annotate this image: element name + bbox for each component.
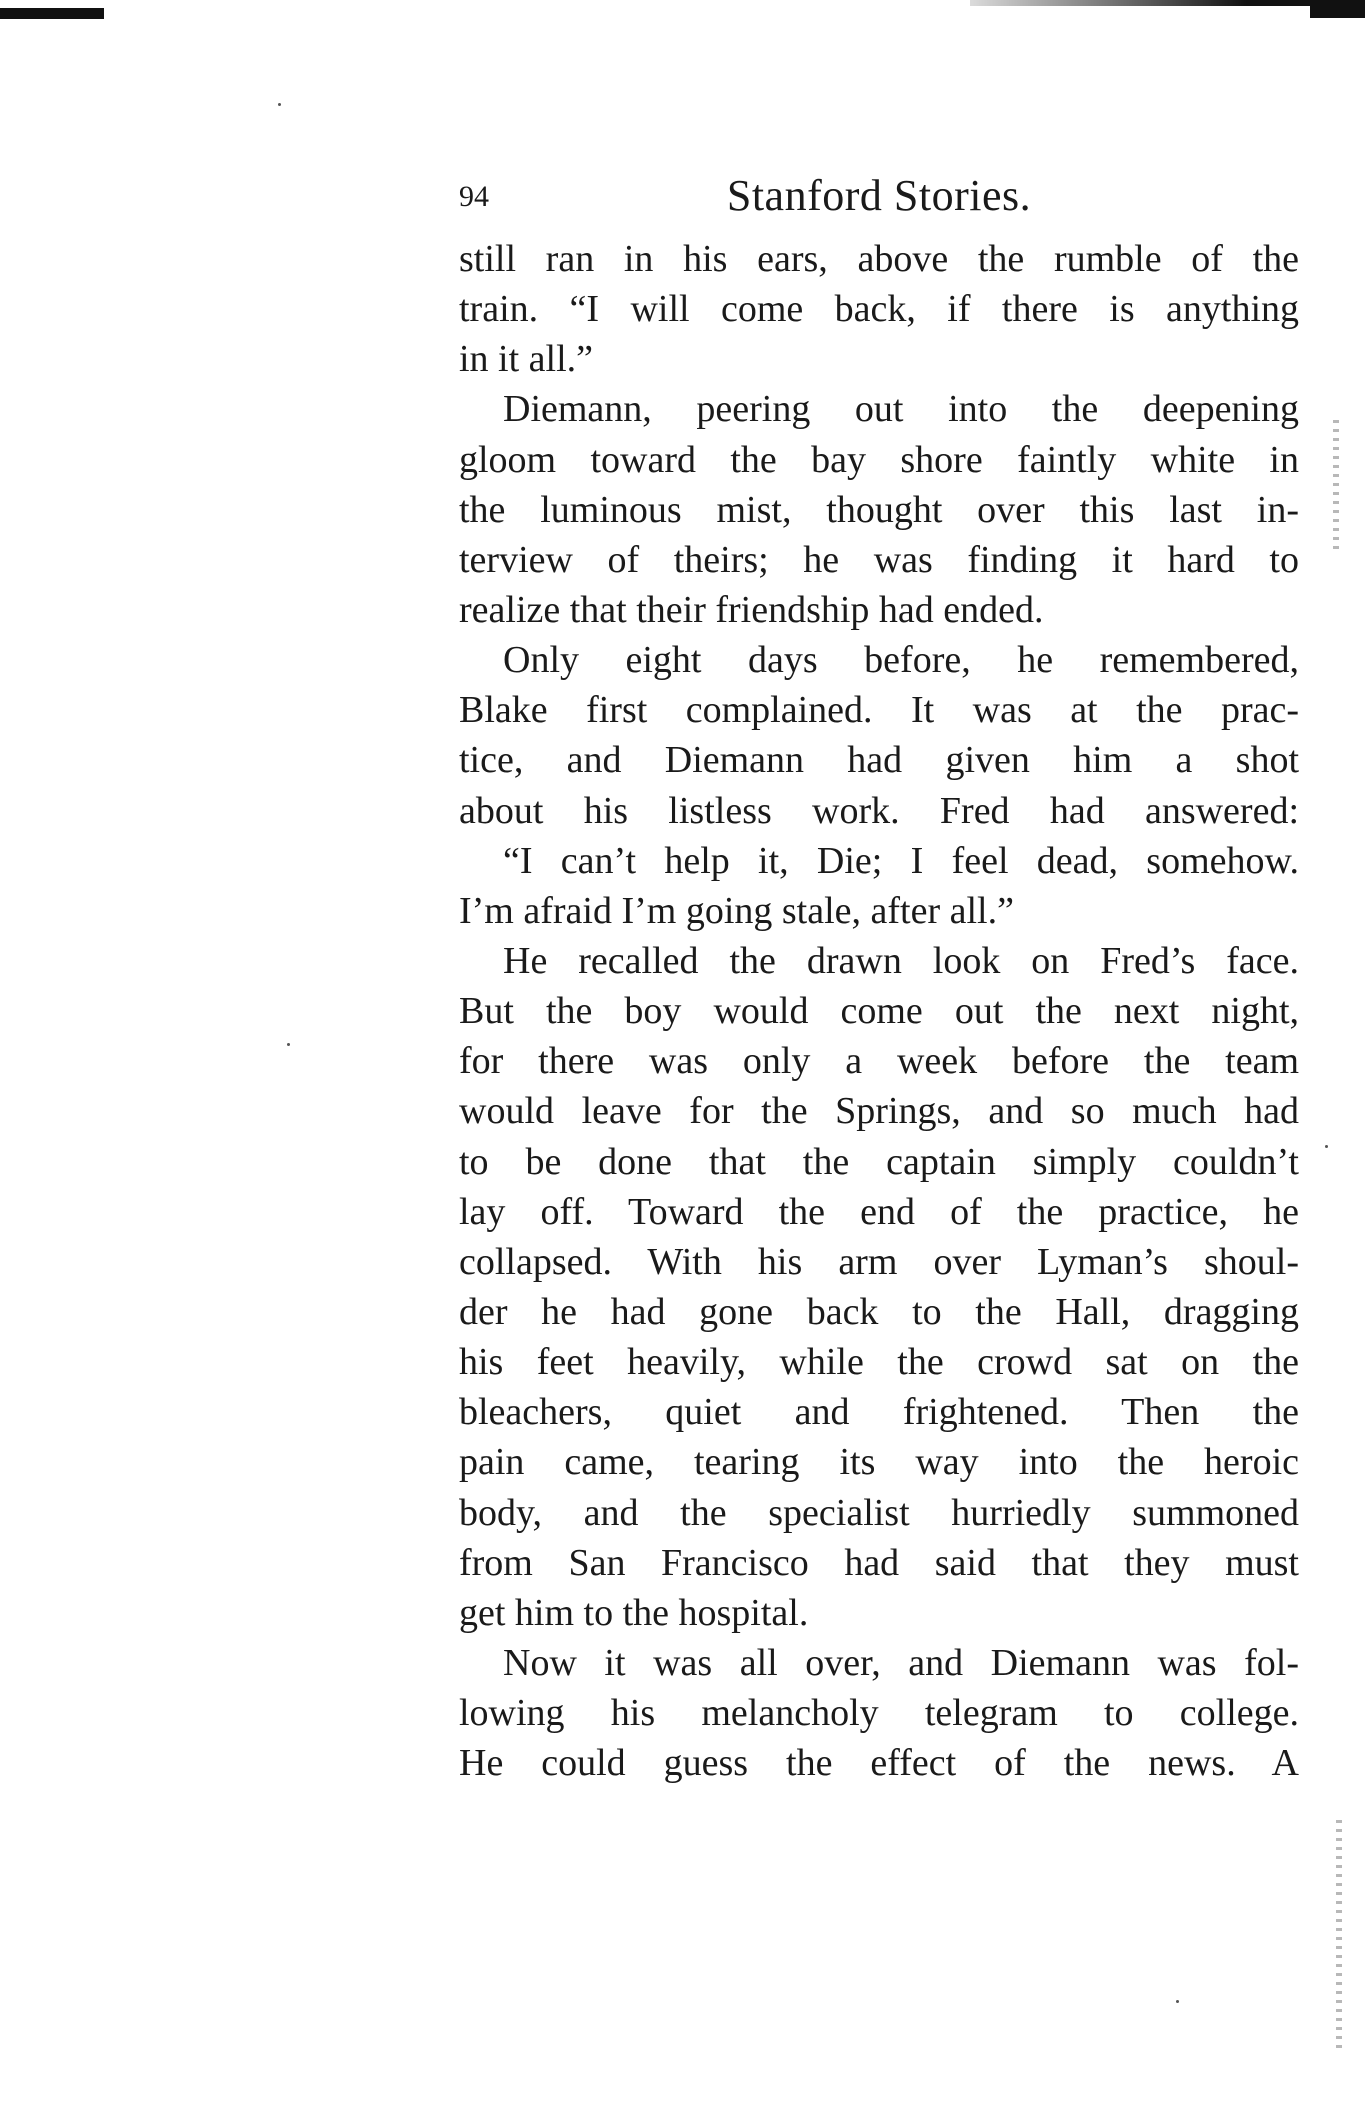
text-line: terview of theirs; he was finding it hard to [459,538,1299,581]
text-line: realize that their friendship had ended. [459,588,1044,631]
text-line: But the boy would come out the next night, [459,990,1299,1033]
text-line: He recalled the drawn look on Fred’s face. [503,939,1299,982]
running-head [459,170,1299,230]
text-line: gloom toward the bay shore faintly white in [459,438,1299,481]
text-line: in it all.” [459,338,594,381]
text-line: der he had gone back to the Hall, dragging [459,1290,1299,1333]
text-line: body, and the specialist hurriedly summoned [459,1491,1299,1534]
text-line: He could guess the effect of the news. A [459,1742,1299,1785]
text-line: his feet heavily, while the crowd sat on the [459,1341,1299,1384]
text-line: for there was only a week before the team [459,1040,1299,1083]
text-line: to be done that the captain simply couldn’t [459,1140,1299,1183]
text-line: bleachers, quiet and frightened. Then the [459,1391,1299,1434]
text-line: still ran in his ears, above the rumble of the [459,238,1299,280]
scan-edge-noise [1333,420,1339,550]
text-line: collapsed. With his arm over Lyman’s shoul- [459,1240,1299,1283]
scan-speck [1176,2000,1179,2003]
text-line: “I can’t help it, Die; I feel dead, somehow. [503,839,1299,882]
scan-edge-mark [970,0,1365,6]
text-line: get him to the hospital. [459,1591,809,1634]
page-number: 94 [459,180,489,213]
text-line: pain came, tearing its way into the heroic [459,1441,1299,1484]
scan-speck [278,103,281,106]
running-title: Stanford Stories. [726,171,1032,220]
text-line: would leave for the Springs, and so much had [459,1090,1299,1133]
text-line: tice, and Diemann had given him a shot [459,739,1299,782]
scan-edge-mark [1310,0,1365,18]
text-line: about his listless work. Fred had answered: [459,789,1299,832]
text-line: Blake first complained. It was at the prac- [459,689,1299,732]
text-line: from San Francisco had said that they must [459,1541,1299,1584]
scan-speck [287,1043,290,1046]
body-text [459,234,1299,1788]
scan-edge-mark [0,8,104,19]
text-line: lay off. Toward the end of the practice, he [459,1190,1299,1233]
scan-speck [1325,1145,1328,1148]
text-line: Now it was all over, and Diemann was fol- [503,1641,1299,1684]
text-line: Diemann, peering out into the deepening [503,388,1299,431]
text-line: lowing his melancholy telegram to college. [459,1692,1299,1735]
book-page [459,170,1299,1788]
scan-edge-noise [1336,1820,1342,2050]
text-line: the luminous mist, thought over this last in- [459,488,1299,531]
text-line: train. “I will come back, if there is anything [459,288,1299,331]
text-line: I’m afraid I’m going stale, after all.” [459,889,1014,932]
text-line: Only eight days before, he remembered, [503,639,1299,682]
